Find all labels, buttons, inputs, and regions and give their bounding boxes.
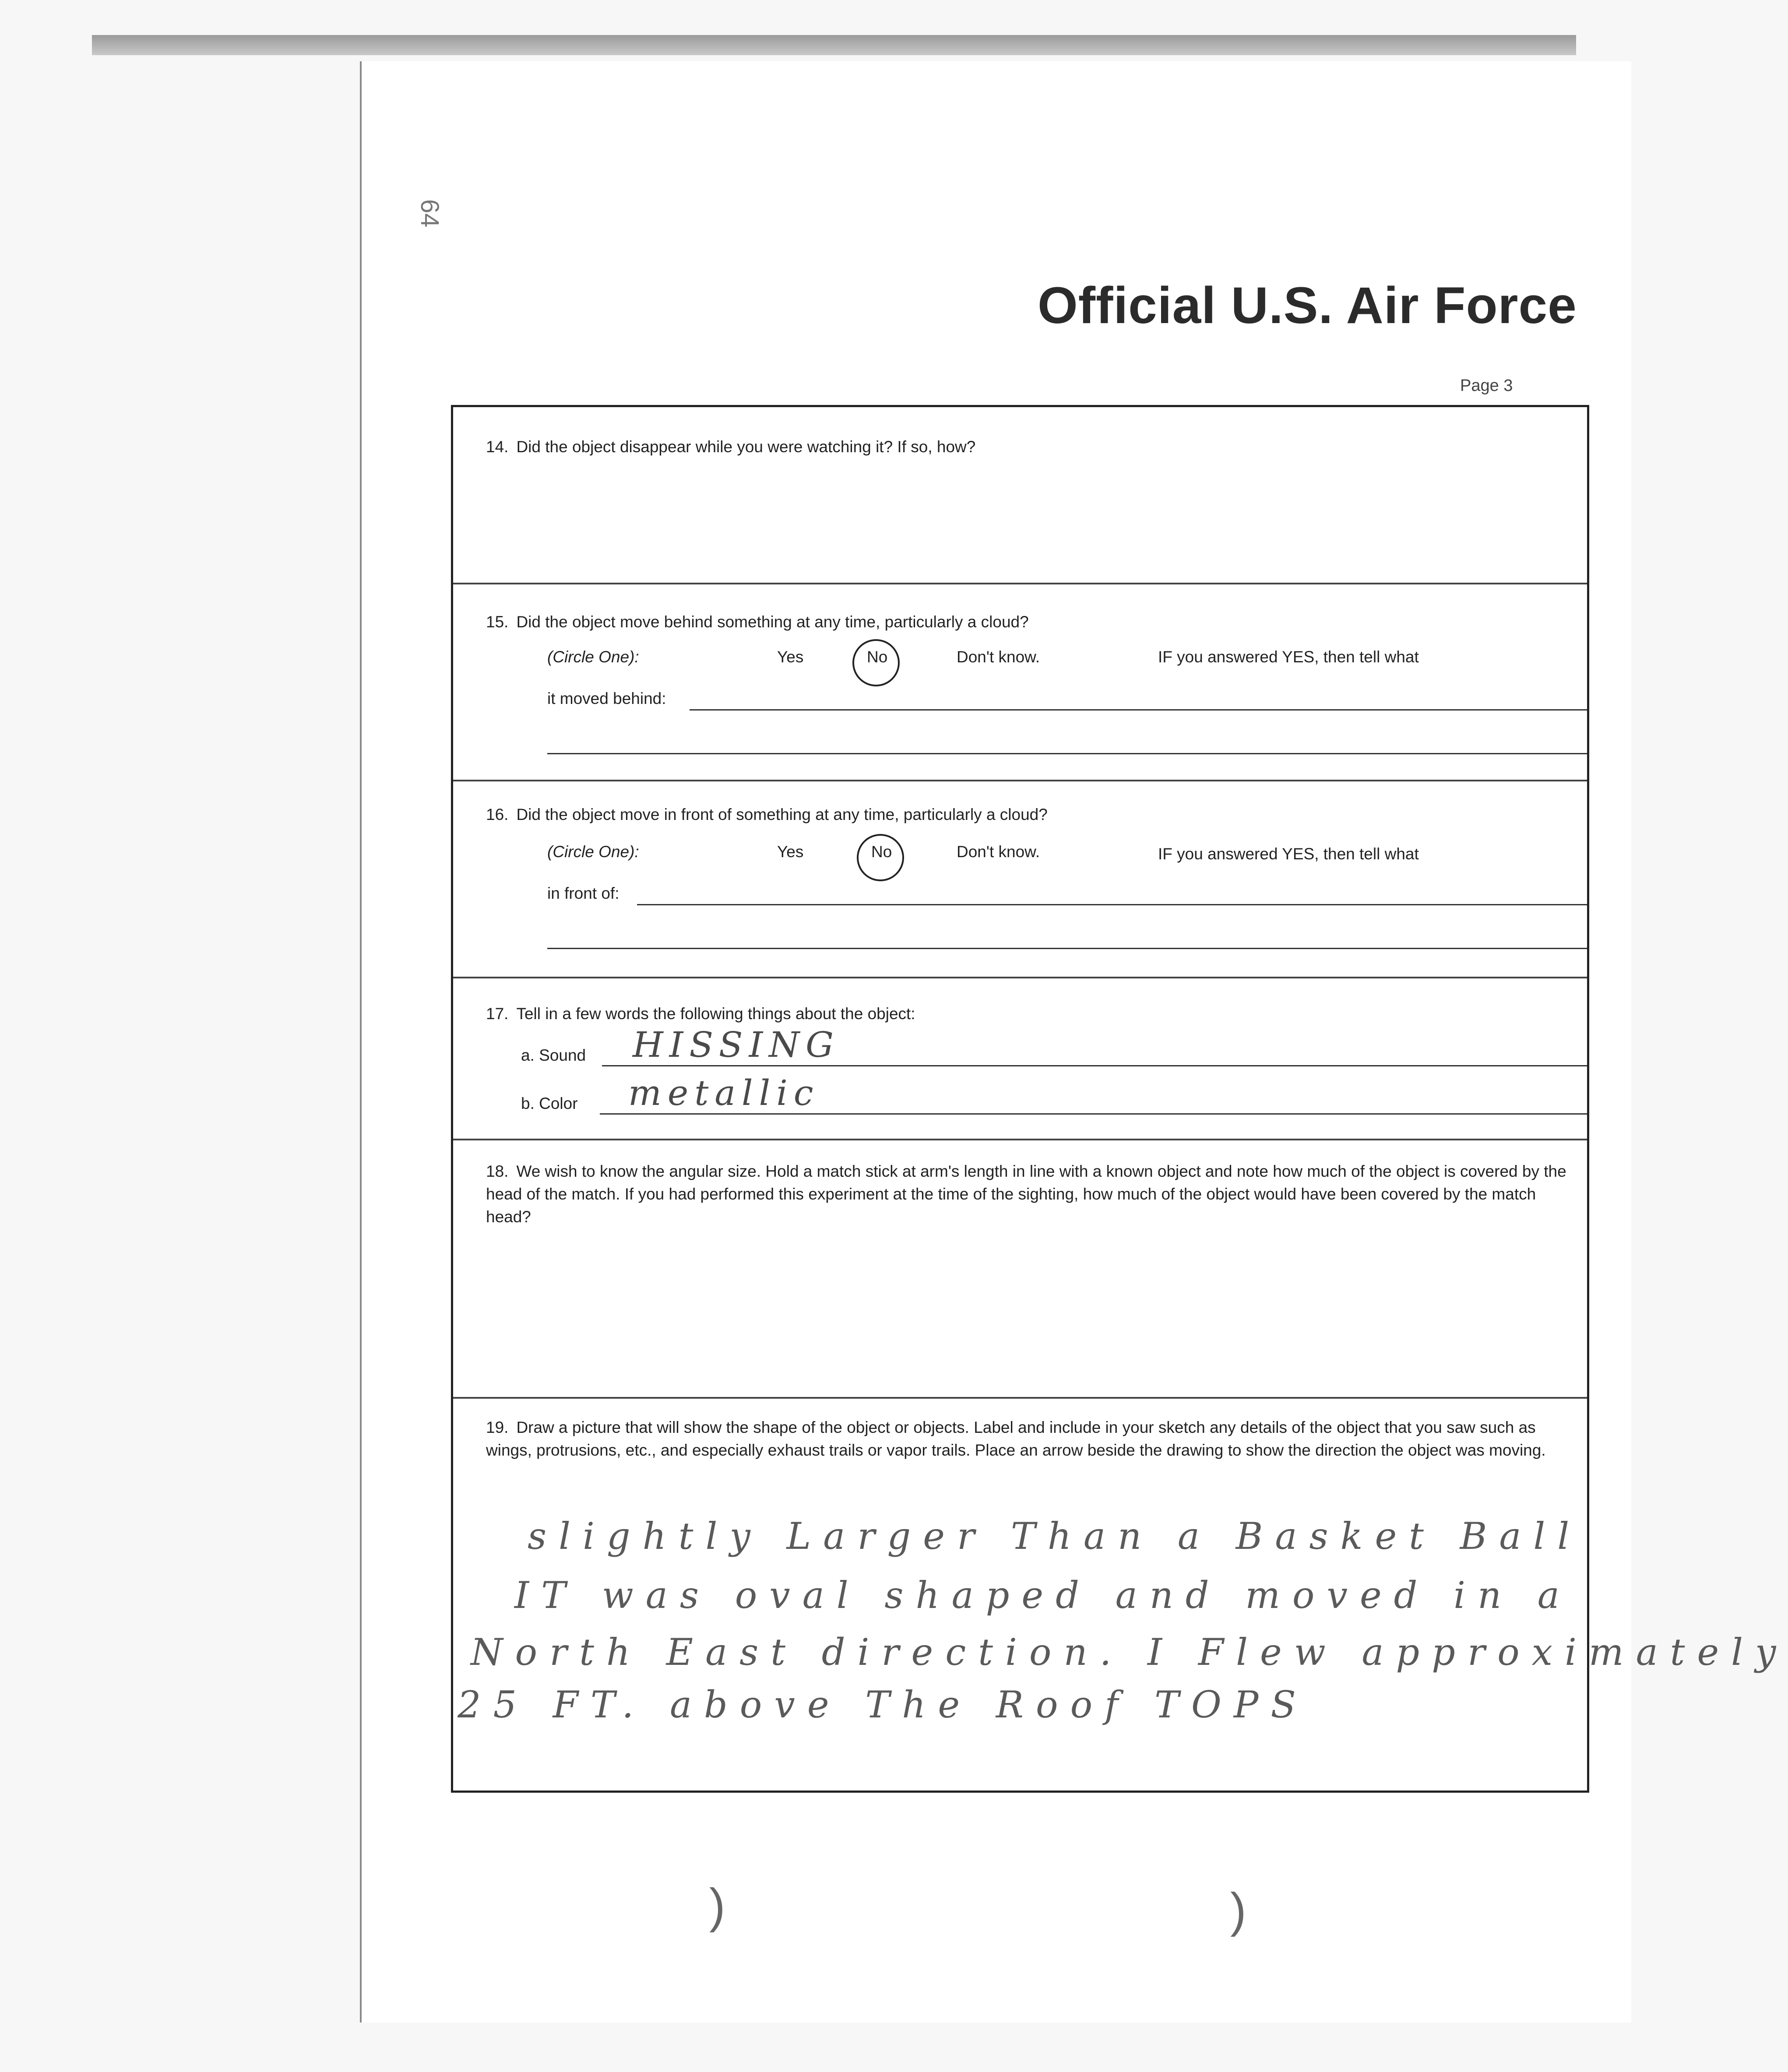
- circle-one-label: (Circle One):: [547, 648, 639, 666]
- followup-instruction: IF you answered YES, then tell what: [1158, 845, 1419, 863]
- circle-one-label: (Circle One):: [547, 843, 639, 861]
- option-yes[interactable]: Yes: [777, 648, 804, 666]
- question-text: We wish to know the angular size. Hold a match stick at arm's length in line with a known object and note how much of the object is covered by the head of the match. If you had performed this experiment at the time of the sighting, how much of the object would have been covered by the match head?: [486, 1162, 1566, 1226]
- moved-behind-label: it moved behind:: [547, 689, 666, 707]
- moved-behind-field-line-2[interactable]: [547, 753, 1587, 754]
- sound-field-line: [602, 1065, 1587, 1066]
- handwritten-line-4: 25 FT. above The Roof TOPS: [458, 1683, 1308, 1726]
- question-number: 16.: [486, 806, 509, 823]
- question-text: Draw a picture that will show the shape of the object or objects. Label and include in your sketch any details of the object that you saw such as wings, protrusions, etc., and especially exhaust trails or vapor trails. Place an arrow beside the drawing to show the direction the object was moving.: [486, 1418, 1546, 1459]
- scan-artifact-mark: ): [1230, 1883, 1246, 1937]
- handwritten-line-2: IT was oval shaped and moved in a: [514, 1574, 1572, 1617]
- question-16-section: [453, 781, 1587, 978]
- color-answer[interactable]: metallic: [628, 1073, 820, 1113]
- question-text: Tell in a few words the following things about the object:: [516, 1005, 915, 1023]
- color-field-line: [600, 1113, 1587, 1115]
- question-number: 14.: [486, 438, 509, 456]
- option-dont-know[interactable]: Don't know.: [957, 843, 1040, 861]
- question-text: Did the object move in front of something at any time, particularly a cloud?: [516, 806, 1048, 823]
- option-yes[interactable]: Yes: [777, 843, 804, 861]
- question-19-section: [453, 1399, 1788, 1791]
- page-title: Official U.S. Air Force: [1038, 277, 1577, 334]
- question-number: 19.: [486, 1418, 509, 1436]
- option-no[interactable]: No: [867, 648, 888, 666]
- question-number: 15.: [486, 613, 509, 631]
- question-number: 18.: [486, 1162, 509, 1180]
- selected-answer-circle: [857, 834, 904, 881]
- color-label: b. Color: [521, 1094, 578, 1112]
- in-front-of-field[interactable]: [637, 904, 1587, 905]
- option-no[interactable]: No: [871, 843, 892, 861]
- question-14-section: [453, 407, 1587, 584]
- sound-answer[interactable]: HISSING: [633, 1024, 840, 1065]
- scan-artifact-mark: ): [709, 1879, 725, 1933]
- question-text: Did the object disappear while you were watching it? If so, how?: [516, 438, 976, 456]
- question-16: [486, 803, 1537, 826]
- sound-label: a. Sound: [521, 1046, 586, 1064]
- in-front-of-label: in front of:: [547, 884, 619, 902]
- option-dont-know[interactable]: Don't know.: [957, 648, 1040, 666]
- question-number: 17.: [486, 1005, 509, 1023]
- handwritten-line-1: slightly Larger Than a Basket Ball: [528, 1515, 1582, 1558]
- page-label: Page 3: [1460, 376, 1513, 395]
- question-19: [486, 1416, 1572, 1462]
- moved-behind-field[interactable]: [690, 709, 1587, 711]
- page-number: 64: [415, 199, 444, 228]
- question-14: [486, 436, 1537, 458]
- followup-instruction: IF you answered YES, then tell what: [1158, 648, 1419, 666]
- question-15: [486, 611, 1537, 633]
- question-text: Did the object move behind something at any time, particularly a cloud?: [516, 613, 1029, 631]
- question-17-section: [453, 978, 1587, 1140]
- question-18: [486, 1160, 1572, 1228]
- question-15-section: [453, 584, 1587, 781]
- selected-answer-circle: [852, 639, 900, 686]
- question-18-section: [453, 1140, 1587, 1399]
- questionnaire-form: [451, 405, 1788, 1793]
- in-front-of-field-line-2[interactable]: [547, 948, 1587, 949]
- question-17: [486, 1003, 1537, 1025]
- scan-edge-shadow: [92, 35, 1576, 55]
- handwritten-line-3: North East direction. I Flew approximately: [471, 1631, 1788, 1674]
